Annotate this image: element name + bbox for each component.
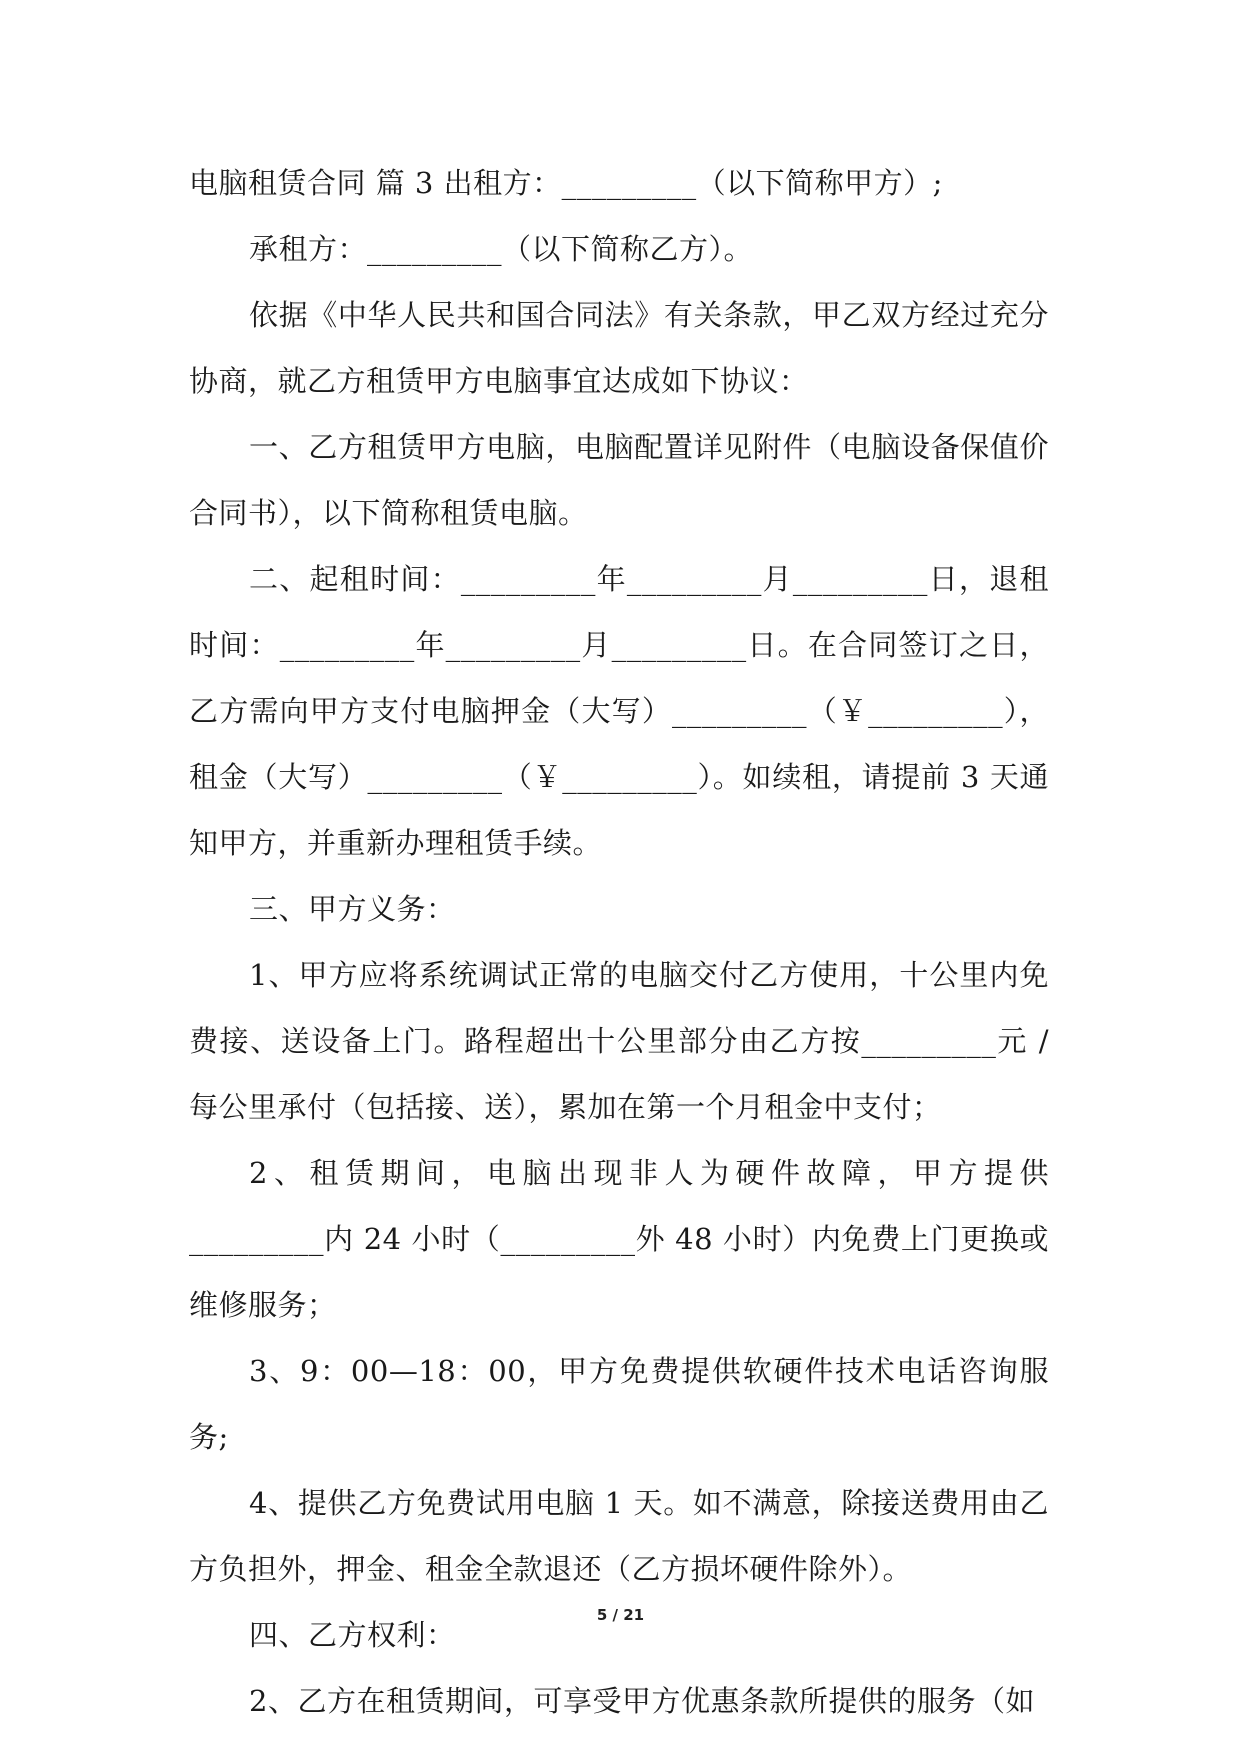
page-number: 5 / 21: [596, 1606, 645, 1624]
clause-3-item-4: 4、提供乙方免费试用电脑 1 天。如不满意，除接送费用由乙方负担外，押金、租金全款退还（乙方损坏硬件除外）。: [189, 1486, 1049, 1586]
clause-4-item-2: 2、乙方在租赁期间，可享受甲方优惠条款所提供的服务（如: [249, 1684, 1035, 1718]
contract-heading-line: 电脑租赁合同 篇 3 出租方：_________（以下简称甲方）;: [189, 166, 943, 200]
preamble-paragraph: 依据《中华人民共和国合同法》有关条款，甲乙双方经过充分协商，就乙方租赁甲方电脑事宜达成如下协议：: [189, 298, 1049, 398]
clause-1-paragraph: 一、乙方租赁甲方电脑，电脑配置详见附件（电脑设备保值价合同书），以下简称租赁电脑。: [189, 430, 1049, 530]
lessee-line: 承租方：_________（以下简称乙方）。: [249, 232, 754, 266]
clause-3-item-2: 2、租赁期间，电脑出现非人为硬件故障，甲方提供_________内 24 小时（_________外 48 小时）内免费上门更换或维修服务；: [189, 1156, 1049, 1322]
clause-4-heading: 四、乙方权利：: [249, 1618, 456, 1652]
clause-3-heading: 三、甲方义务：: [249, 892, 456, 926]
document-body: [189, 150, 1049, 1734]
clause-3-item-3: 3、9：00—18：00，甲方免费提供软硬件技术电话咨询服务;: [189, 1354, 1049, 1454]
clause-2-paragraph: 二、起租时间：_________年_________月_________日，退租时间：_________年_________月_________日。在合同签订之日，乙方需向甲方支付电脑押金（大写）_________（￥_________），租金（大写）_________（￥_________）。如续租，请提前 3 天通知甲方，并重新办理租赁手续。: [189, 562, 1049, 860]
clause-3-item-1: 1、甲方应将系统调试正常的电脑交付乙方使用，十公里内免费接、送设备上门。路程超出十公里部分由乙方按_________元 / 每公里承付（包括接、送），累加在第一个月租金中支付；: [189, 958, 1049, 1124]
